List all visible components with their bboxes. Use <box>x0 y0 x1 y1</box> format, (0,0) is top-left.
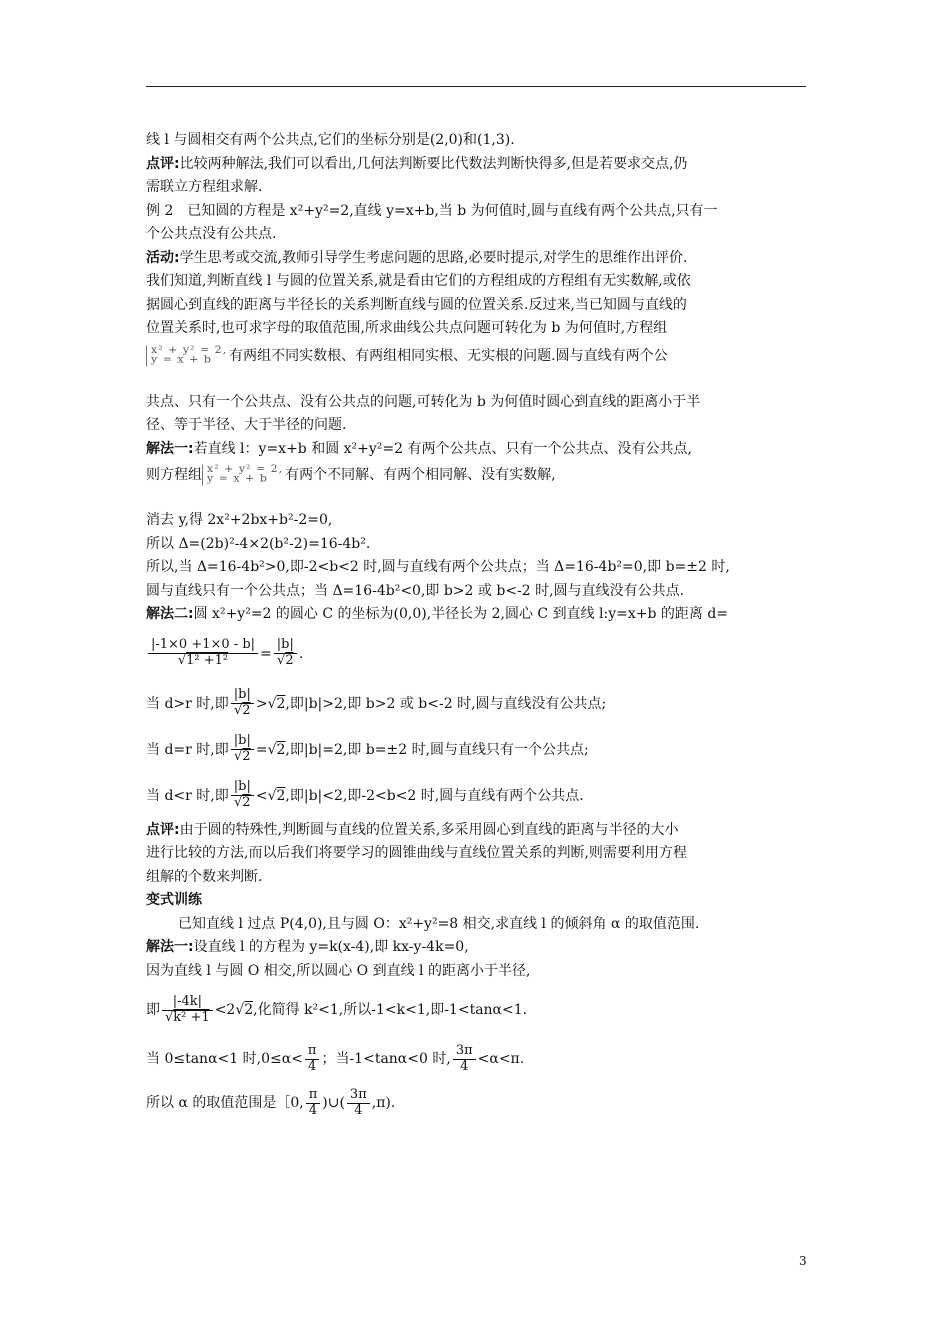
distance-fraction: |b| √ 2 <box>274 638 297 669</box>
text-line: 位置关系时,也可求字母的取值范围,所求曲线公共点问题可转化为 b 为何值时,方程组 <box>146 320 668 336</box>
text-span: 设直线 l 的方程为 y=k(x-4),即 kx-y-4k=0, <box>193 939 469 955</box>
case-line: 当 d=r 时,即 |b| √ 2 =√ 2,即|b|=2,即 b=±2 时,圆与直线只有一个公共点; <box>146 727 810 773</box>
text-line: 共点、只有一个公共点、没有公共点的问题,可转化为 b 为何值时圆心到直线的距离小于半 <box>146 393 701 410</box>
comment-label: 点评: <box>146 155 180 172</box>
page-number: 3 <box>799 1254 807 1268</box>
solution-2-line <box>146 603 810 627</box>
solution-1-line <box>146 438 810 462</box>
text-span: 比较两种解法,我们可以看出,几何法判断要比代数法判断快得多,但是若要求交点,仍 <box>179 155 688 172</box>
text-span: 有两组不同实数根、有两组相同实根、无实根的问题.圆与直线有两个公 <box>229 347 668 364</box>
text-line: 径、等于半径、大于半径的问题. <box>146 417 347 433</box>
case-line: 当 d<r 时,即 |b| √ 2 <√ 2,即|b|<2,即-2<b<2 时,圆与直线有两个公共点. <box>146 773 810 819</box>
example-2-line: 例 2 已知圆的方程是 x²+y²=2,直线 y=x+b,当 b 为何值时,圆与直线有两个公共点,只有一 <box>146 202 718 219</box>
equation-system: x² + y² = 2, y = x + b <box>146 345 227 366</box>
distance-fraction: |-1×0 +1×0 - b| √ 1² +1² <box>148 638 258 669</box>
text-line: 线 l 与圆相交有两个公共点,它们的坐标分别是(2,0)和(1,3). <box>146 132 515 148</box>
text-span: 由于圆的特殊性,判断圆与直线的位置关系,多采用圆心到直线的距离与半径的大小 <box>179 821 679 838</box>
exercise-statement: 已知直线 l 过点 P(4,0),且与圆 O：x²+y²=8 相交,求直线 l 的倾斜角 α 的取值范围. <box>178 915 700 932</box>
solution-1-label: 解法一: <box>146 939 194 955</box>
text-line: 所以 Δ=(2b)²-4×2(b²-2)=16-4b². <box>146 535 371 552</box>
equation-system: x² + y² = 2, y = x + b <box>202 465 283 486</box>
text-line: 所以,当 Δ=16-4b²>0,即-2<b<2 时,圆与直线有两个公共点；当 Δ=16-4b²=0,即 b=±2 时, <box>146 559 730 575</box>
text-span: 圆 x²+y²=2 的圆心 C 的坐标为(0,0),半径长为 2,圆心 C 到直线 l:y=x+b 的距离 d= <box>193 606 729 622</box>
comment-label: 点评: <box>146 821 180 838</box>
activity-label: 活动: <box>146 249 180 266</box>
distance-fraction: |-4k| √ k² +1 <box>162 995 213 1026</box>
header-rule <box>146 86 806 87</box>
text-line: 我们知道,判断直线 l 与圆的位置关系,就是看由它们的方程组成的方程组有无实数解,或依 <box>146 273 691 289</box>
solution-1-line <box>146 936 810 960</box>
text-line: 个公共点没有公共点. <box>146 226 277 242</box>
text-line: 因为直线 l 与圆 O 相交,所以圆心 O 到直线 l 的距离小于半径, <box>146 962 531 979</box>
text-line: 组解的个数来判断. <box>146 868 263 885</box>
solution-1-label: 解法一: <box>146 440 194 457</box>
final-answer-line: 所以 α 的取值范围是［0, $\frac{\pi}{4}$ )∪( $\frac{3\pi}{4}$ ,π). <box>146 1086 396 1118</box>
comment-paragraph <box>146 819 810 843</box>
case-line: 当 d>r 时,即 |b| √ 2 >√ 2,即|b|>2,即 b>2 或 b<-2 时,圆与直线没有公共点; <box>146 681 810 727</box>
text-line: 进行比较的方法,而以后我们将要学习的圆锥曲线与直线位置关系的判断,则需要利用方程 <box>146 845 687 861</box>
text-line: 据圆心到直线的距离与半径长的关系判断直线与圆的位置关系.反过来,当已知圆与直线的 <box>146 296 687 313</box>
activity-paragraph <box>146 247 810 271</box>
system-line: 则方程组 x² + y² = 2, y = x + b 有两个不同解、有两个相同解、没有实数解, <box>146 462 556 485</box>
section-title: 变式训练 <box>146 892 202 908</box>
system-line <box>146 341 810 371</box>
text-line: 圆与直线只有一个公共点；当 Δ=16-4b²<0,即 b>2 或 b<-2 时,圆与直线没有公共点. <box>146 582 685 599</box>
angle-range-line: 当 0≤tanα<1 时,0≤α< $\frac{\pi}{4}$ ；当-1<tanα<0 时, $\frac{3\pi}{4}$ <α<π. <box>146 1042 525 1074</box>
comment-paragraph <box>146 153 810 177</box>
distance-formula-line: |-1×0 +1×0 - b| √ 1² +1² = |b| √ 2 . <box>146 627 810 681</box>
inequality-line: 即 |-4k| √ k² +1 <2√ 2,化简得 k²<1,所以-1<k<1,即-1<tanα<1. <box>146 983 810 1037</box>
text-span: 学生思考或交流,教师引导学生考虑问题的思路,必要时提示,对学生的思维作出评价. <box>179 249 688 266</box>
solution-2-label: 解法二: <box>146 606 194 622</box>
text-line: 需联立方程组求解. <box>146 179 263 195</box>
document-body <box>146 129 810 1125</box>
text-line: 消去 y,得 2x²+2bx+b²-2=0, <box>146 512 333 528</box>
text-span: 若直线 l：y=x+b 和圆 x²+y²=2 有两个公共点、只有一个公共点、没有公共点, <box>193 440 692 457</box>
